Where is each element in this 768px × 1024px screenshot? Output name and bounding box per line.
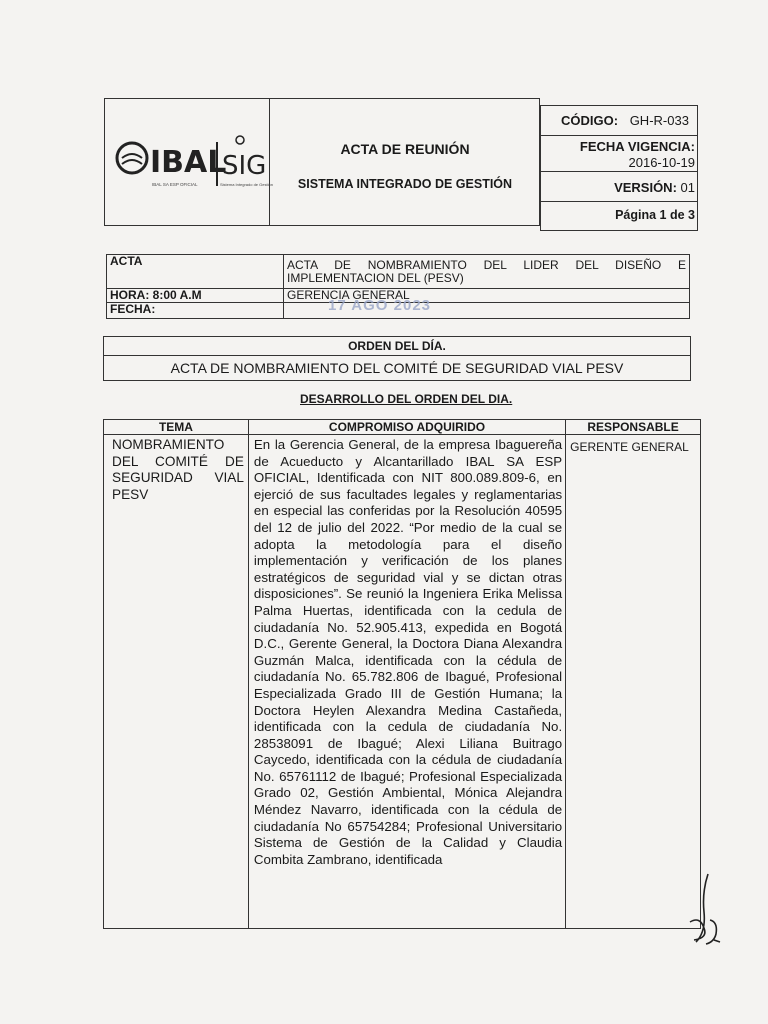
meta-table <box>106 254 690 319</box>
document-title: ACTA DE REUNIÓN <box>340 141 470 157</box>
logo-tag-right: Sistema Integrado de Gestión <box>220 182 273 187</box>
logo-tag-left: IBAL SA ESP OFICIAL <box>152 182 198 187</box>
col-tema: TEMA <box>104 420 249 435</box>
codigo-label: CÓDIGO: <box>561 113 619 128</box>
ibal-sig-logo <box>112 122 273 202</box>
vigencia-value: 2016-10-19 <box>628 155 695 170</box>
header-info-cell <box>540 105 698 231</box>
version-row <box>541 172 697 202</box>
document-subtitle: SISTEMA INTEGRADO DE GESTIÓN <box>297 177 513 191</box>
acta-label: ACTA <box>107 255 284 289</box>
compromiso-cell: En la Gerencia General, de la empresa Ibaguereña de Acueducto y Alcantarillado IBAL SA ESP OFICIAL, Identificada con NIT 800.089.809-6, en ejerció de sus facultades legales y reglamentarias en especial las conferidas por la Resolución 40595 del 12 de julio del 2022. “Por medio de la cual se adopta la metodología para el diseño implementación y verificación de los planes estratégicos de seguridad vial y se dictan otras disposiciones”. Se reunió la Ingeniera Erika Melissa Palma Huertas, identificada con la cedula de ciudadanía No. 52.905.413, expedida en Bogotá D.C., Gerente General, la Doctora Diana Alexandra Guzmán Malca, identificada con la cédula de ciudadanía No. 65.782.806 de Ibagué, Profesional Especializada Grado III de Gestión Humana; la Doctora Heylen Alexandra Medina Castañeda, identificada con la cedula de ciudadanía No. 28538091 de Ibagué; Alexi Liliana Buitrago Caycedo, identificada con la cédula de ciudadanía No. 65761112 de Ibagué; Profesional Especializada Grado 02, Gestión Ambiental, Mónica Alejandra Méndez Navarro, identificada con la cédula de ciudadanía No 65754284; Profesional Universitario Sistema de Gestión de la Calidad y Claudia Combita Zambrano, identificada <box>248 435 565 929</box>
col-responsable: RESPONSABLE <box>566 420 701 435</box>
col-compromiso: COMPROMISO ADQUIRIDO <box>248 420 565 435</box>
version-value: 01 <box>680 180 695 195</box>
codigo-value: GH-R-033 <box>629 113 689 128</box>
logo-brand: IBAL <box>150 145 227 180</box>
header-title-cell <box>270 98 540 226</box>
signature-mark <box>684 870 728 950</box>
vigencia-row <box>541 136 697 172</box>
desarrollo-title: DESARROLLO DEL ORDEN DEL DIA. <box>300 392 513 406</box>
acta-value <box>284 255 690 289</box>
codigo-row <box>541 106 697 136</box>
responsable-cell: GERENTE GENERAL <box>566 435 701 929</box>
orden-del-dia-box <box>103 336 691 381</box>
hora-label: HORA: 8:00 A.M <box>107 289 284 303</box>
fecha-value <box>284 297 690 319</box>
orden-item: ACTA DE NOMBRAMIENTO DEL COMITÉ DE SEGURIDAD VIAL PESV <box>170 360 624 376</box>
acta-row <box>107 255 690 289</box>
desarrollo-table <box>103 419 701 929</box>
tema-cell: NOMBRAMIENTO DEL COMITÉ DE SEGURIDAD VIAL PESV <box>104 435 249 929</box>
date-stamp: 17 AGO 2023 <box>328 297 431 314</box>
fecha-label: FECHA: <box>107 303 284 319</box>
acta-line-1: ACTA DE NOMBRAMIENTO DEL LIDER DEL DISEÑO E <box>287 258 686 272</box>
version-label: VERSIÓN: <box>614 180 677 195</box>
acta-line-2: IMPLEMENTACION DEL (PESV) <box>287 271 464 285</box>
page-number: Página 1 de 3 <box>615 208 695 222</box>
fecha-row <box>107 303 690 319</box>
logo-sub: SIG <box>222 151 267 181</box>
orden-title: ORDEN DEL DÍA. <box>104 337 690 356</box>
table-row <box>104 435 701 929</box>
hora-value: GERENCIA GENERAL <box>284 289 690 303</box>
vigencia-label: FECHA VIGENCIA: <box>579 139 695 154</box>
logo-cell <box>104 98 273 226</box>
table-header-row <box>104 420 701 435</box>
